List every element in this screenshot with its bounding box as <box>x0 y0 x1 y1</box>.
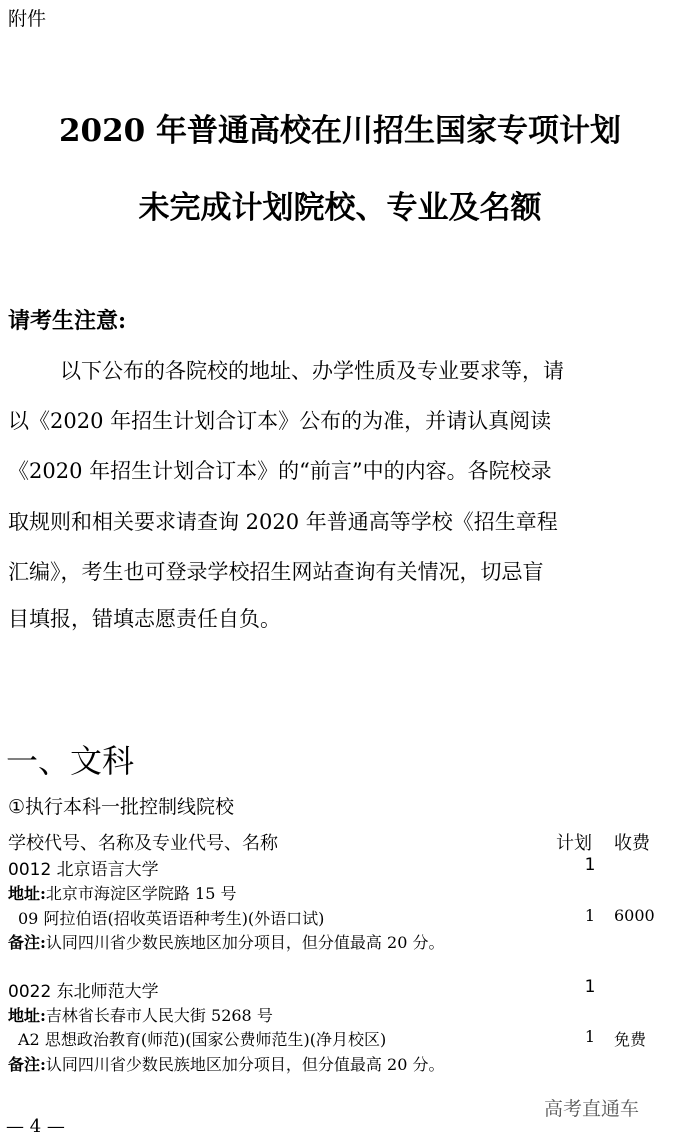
address-label: 地址: <box>8 884 46 903</box>
school-note <box>8 930 444 953</box>
major-plan: 1 <box>584 906 596 925</box>
table-header-fee: 收费 <box>614 833 650 854</box>
watermark-text: 高考直通车 <box>544 1098 640 1120</box>
note-value: 认同四川省少数民族地区加分项目，但分值最高 20 分。 <box>45 933 445 952</box>
notice-line: 取规则和相关要求请查询 2020 年普通高等学校《招生章程 <box>8 510 558 534</box>
school-address <box>8 881 236 904</box>
notice-line: 《2020 年招生计划合订本》的“前言”中的内容。各院校录 <box>8 459 552 483</box>
table-header-name: 学校代号、名称及专业代号、名称 <box>8 833 278 854</box>
school-code-name: 0012 北京语言大学 <box>8 860 159 880</box>
school-plan: 1 <box>584 855 596 875</box>
notice-line: 以《2020 年招生计划合订本》公布的为准，并请认真阅读 <box>8 409 552 433</box>
major-name: A2 思想政治教育(师范)(国家公费师范生)(净月校区) <box>18 1030 387 1049</box>
note-label: 备注: <box>8 933 46 952</box>
note-value: 认同四川省少数民族地区加分项目，但分值最高 20 分。 <box>45 1055 445 1074</box>
school-code-name: 0022 东北师范大学 <box>8 982 159 1002</box>
school-note <box>8 1052 444 1075</box>
attachment-label: 附件 <box>8 8 47 30</box>
notice-line: 以下公布的各院校的地址、办学性质及专业要求等，请 <box>60 359 564 383</box>
section-title: 一、文科 <box>6 742 135 780</box>
table-header-plan: 计划 <box>556 833 592 854</box>
notice-line: 汇编》，考生也可登录学校招生网站查询有关情况，切忌盲 <box>8 560 544 584</box>
major-name: 09 阿拉伯语(招收英语语种考生)(外语口试) <box>18 909 325 928</box>
address-value: 北京市海淀区学院路 15 号 <box>45 884 237 903</box>
school-address <box>8 1003 273 1026</box>
address-label: 地址: <box>8 1006 46 1025</box>
notice-line: 目填报，错填志愿责任自负。 <box>8 607 281 631</box>
school-plan: 1 <box>584 977 596 997</box>
page-number: — 4 — <box>6 1116 65 1137</box>
document-title-line-1: 2020 年普通高校在川招生国家专项计划 <box>58 113 622 149</box>
notice-label: 请考生注意: <box>8 308 127 334</box>
major-fee: 免费 <box>614 1030 647 1049</box>
note-label: 备注: <box>8 1055 46 1074</box>
subsection-title: ①执行本科一批控制线院校 <box>8 796 235 818</box>
major-plan: 1 <box>584 1027 596 1046</box>
document-title-line-2: 未完成计划院校、专业及名额 <box>138 190 542 226</box>
address-value: 吉林省长春市人民大街 5268 号 <box>45 1006 273 1025</box>
major-fee: 6000 <box>614 906 655 925</box>
